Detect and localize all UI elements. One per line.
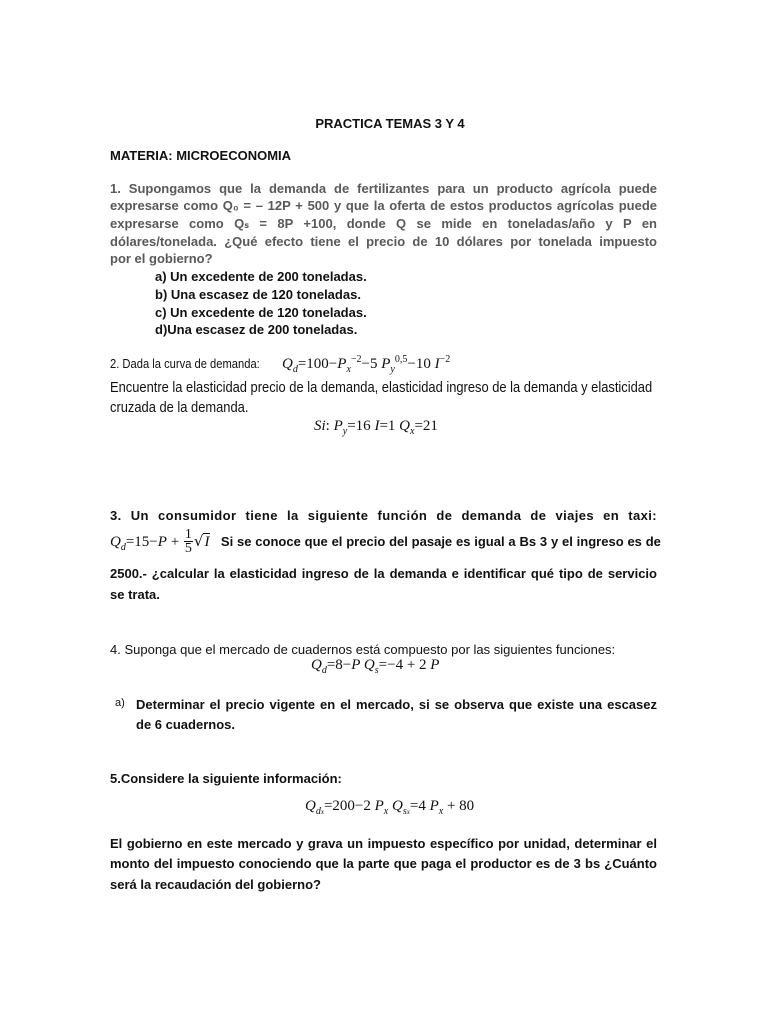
q2-line-1 bbox=[110, 354, 450, 375]
q2-demand-equation: $Q_d=100-P_x^{-2}-5$ $P_y^{0,5}-10$ $I^{-2}$ bbox=[282, 354, 451, 375]
materia-heading: MATERIA: MICROECONOMIA bbox=[110, 148, 292, 163]
q5-line-2: El gobierno en este mercado y grava un impuesto específico por unidad, determinar el bbox=[110, 836, 657, 851]
q4-item-a-line-1: Determinar el precio vigente en el mercado, si se observa que existe una escasez bbox=[136, 697, 657, 712]
q1-option-c: c) Un excedente de 120 toneladas. bbox=[155, 305, 367, 320]
q4-item-a-label: a) bbox=[115, 697, 125, 709]
q1-line-4: dólares/tonelada. ¿Qué efecto tiene el precio de 10 dólares por tonelada impuesto bbox=[110, 234, 657, 249]
q4-line-1: 4. Suponga que el mercado de cuadernos está compuesto por las siguientes funciones: bbox=[110, 642, 616, 657]
q1-line-3: expresarse como Qₛ = 8P +100, donde Q se mide en toneladas/año y P en bbox=[110, 216, 657, 231]
q3-demand-equation: $Q_d=15-P$ + $\frac{1}{5}$ √I bbox=[110, 527, 210, 556]
q3-line-2-text: Si se conoce que el precio del pasaje es igual a Bs 3 y el ingreso es de bbox=[220, 533, 661, 549]
q2-line-3: cruzada de la demanda. bbox=[110, 399, 249, 416]
q5-line-3: monto del impuesto conociendo que la parte que paga el productor es de 3 bs ¿Cuánto bbox=[110, 856, 657, 871]
q2-lead: 2. Dada la curva de demanda: bbox=[110, 356, 260, 371]
q1-line-5: por el gobierno? bbox=[110, 251, 213, 266]
q2-conditions: Si: $P_y=16$ I=1 $Q_x=21$ bbox=[314, 418, 438, 437]
q1-option-a: a) Un excedente de 200 toneladas. bbox=[155, 269, 367, 284]
q5-line-1: 5.Considere la siguiente información: bbox=[110, 771, 342, 786]
q3-line-3: 2500.- ¿calcular la elasticidad ingreso de la demanda e identificar qué tipo de servicio bbox=[110, 566, 657, 581]
q3-line-2 bbox=[110, 528, 661, 555]
q3-line-4: se trata. bbox=[110, 587, 160, 602]
q1-line-1: 1. Supongamos que la demanda de fertilizantes para un producto agrícola puede bbox=[110, 181, 657, 196]
q1-option-d: d)Una escasez de 200 toneladas. bbox=[155, 322, 358, 337]
q4-equations: $Q_d=8-P$ $Q_s=-4 + 2$ P bbox=[311, 657, 440, 676]
q4-item-a-line-2: de 6 cuadernos. bbox=[136, 717, 235, 732]
q5-line-4: será la recaudación del gobierno? bbox=[110, 877, 321, 892]
q3-line-1: 3. Un consumidor tiene la siguiente función de demanda de viajes en taxi: bbox=[110, 508, 657, 523]
page-title: PRACTICA TEMAS 3 Y 4 bbox=[315, 116, 465, 131]
q2-line-2: Encuentre la elasticidad precio de la demanda, elasticidad ingreso de la demanda y elasticidad bbox=[110, 379, 653, 396]
q1-line-2: expresarse como Q₀ = – 12P + 500 y que la oferta de estos productos agrícolas puede bbox=[110, 198, 657, 213]
q1-option-b: b) Una escasez de 120 toneladas. bbox=[155, 287, 361, 302]
q5-equations: $Q_{dx}=200-2$ $P_x$ $Q_{sx}=4$ $P_x + 80$ bbox=[305, 798, 475, 817]
